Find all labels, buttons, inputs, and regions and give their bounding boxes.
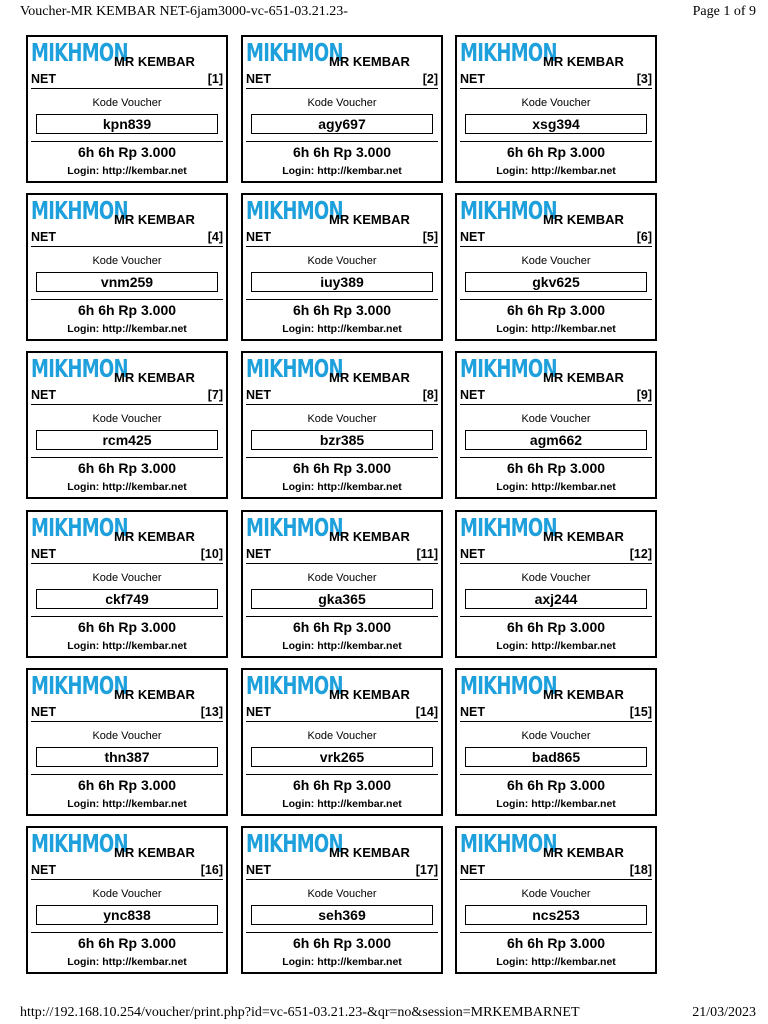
voucher-price: 6h 6h Rp 3.000 [506, 144, 606, 160]
voucher-index: [3] [636, 72, 652, 86]
voucher-login: Login: http://kembar.net [282, 323, 402, 335]
voucher-index: [12] [629, 547, 652, 561]
voucher-card [241, 668, 443, 816]
divider [460, 457, 652, 458]
voucher-org-suffix: NET [246, 547, 271, 561]
voucher-index: [1] [207, 72, 223, 86]
voucher-brand [31, 354, 128, 388]
mikhmon-logo: MIKHMON [31, 513, 128, 542]
mikhmon-logo: MIKHMON [246, 671, 343, 700]
voucher-code: agy697 [251, 114, 433, 134]
voucher-index: [15] [629, 705, 652, 719]
voucher-code-label: Kode Voucher [521, 888, 591, 900]
voucher-org-suffix: NET [460, 547, 485, 561]
divider [31, 457, 223, 458]
voucher-brand [460, 38, 557, 72]
voucher-org-name: MR KEMBAR [543, 687, 624, 702]
voucher-org-name: MR KEMBAR [114, 845, 195, 860]
divider [31, 88, 223, 89]
voucher-login: Login: http://kembar.net [282, 165, 402, 177]
voucher-code: ync838 [36, 905, 218, 925]
voucher-brand [31, 38, 128, 72]
voucher-price: 6h 6h Rp 3.000 [506, 619, 606, 635]
voucher-card [241, 826, 443, 974]
voucher-index: [6] [636, 230, 652, 244]
voucher-brand [460, 354, 557, 388]
voucher-login: Login: http://kembar.net [496, 165, 616, 177]
mikhmon-logo: MIKHMON [31, 354, 128, 383]
voucher-card [26, 826, 228, 974]
divider [460, 88, 652, 89]
voucher-price: 6h 6h Rp 3.000 [292, 302, 392, 318]
footer-url: http://192.168.10.254/voucher/print.php?id=vc-651-03.21.23-&qr=no&session=MRKEMBARNET [20, 1005, 580, 1020]
voucher-brand [460, 671, 557, 705]
voucher-org-suffix: NET [246, 863, 271, 877]
voucher-org-suffix: NET [460, 388, 485, 402]
voucher-card [455, 351, 657, 499]
voucher-login: Login: http://kembar.net [496, 323, 616, 335]
voucher-code: bad865 [465, 747, 647, 767]
voucher-brand [246, 513, 343, 547]
voucher-brand [246, 38, 343, 72]
voucher-org-suffix: NET [31, 72, 56, 86]
voucher-price: 6h 6h Rp 3.000 [77, 935, 177, 951]
mikhmon-logo: MIKHMON [460, 513, 557, 542]
voucher-index: [11] [416, 547, 438, 561]
voucher-org-name: MR KEMBAR [329, 54, 410, 69]
voucher-price: 6h 6h Rp 3.000 [77, 144, 177, 160]
divider [246, 616, 438, 617]
voucher-org-suffix: NET [246, 72, 271, 86]
mikhmon-logo: MIKHMON [460, 38, 557, 67]
voucher-brand [460, 513, 557, 547]
mikhmon-logo: MIKHMON [31, 196, 128, 225]
voucher-org-name: MR KEMBAR [114, 370, 195, 385]
voucher-code: xsg394 [465, 114, 647, 134]
voucher-code-label: Kode Voucher [307, 888, 377, 900]
voucher-index: [18] [629, 863, 652, 877]
divider [31, 141, 223, 142]
divider [460, 246, 652, 247]
voucher-price: 6h 6h Rp 3.000 [292, 460, 392, 476]
voucher-login: Login: http://kembar.net [282, 640, 402, 652]
voucher-login: Login: http://kembar.net [67, 640, 187, 652]
voucher-code: gkv625 [465, 272, 647, 292]
divider [31, 246, 223, 247]
divider [460, 774, 652, 775]
voucher-org-name: MR KEMBAR [543, 370, 624, 385]
voucher-org-name: MR KEMBAR [329, 845, 410, 860]
voucher-card [26, 35, 228, 183]
mikhmon-logo: MIKHMON [31, 829, 128, 858]
voucher-login: Login: http://kembar.net [67, 165, 187, 177]
divider [246, 774, 438, 775]
voucher-brand [31, 513, 128, 547]
voucher-card [26, 351, 228, 499]
divider [31, 721, 223, 722]
voucher-login: Login: http://kembar.net [282, 798, 402, 810]
voucher-code: seh369 [251, 905, 433, 925]
divider [246, 404, 438, 405]
voucher-code: thn387 [36, 747, 218, 767]
voucher-price: 6h 6h Rp 3.000 [77, 619, 177, 635]
mikhmon-logo: MIKHMON [246, 196, 343, 225]
voucher-card [455, 826, 657, 974]
divider [246, 141, 438, 142]
divider [31, 879, 223, 880]
divider [246, 879, 438, 880]
voucher-org-name: MR KEMBAR [329, 529, 410, 544]
voucher-login: Login: http://kembar.net [67, 323, 187, 335]
divider [460, 404, 652, 405]
voucher-brand [31, 829, 128, 863]
divider [246, 932, 438, 933]
voucher-index: [7] [207, 388, 223, 402]
divider [460, 616, 652, 617]
voucher-card [455, 193, 657, 341]
voucher-index: [4] [207, 230, 223, 244]
voucher-org-name: MR KEMBAR [543, 845, 624, 860]
mikhmon-logo: MIKHMON [246, 354, 343, 383]
voucher-code: iuy389 [251, 272, 433, 292]
voucher-code-label: Kode Voucher [92, 255, 162, 267]
voucher-code: gka365 [251, 589, 433, 609]
voucher-price: 6h 6h Rp 3.000 [292, 777, 392, 793]
divider [246, 299, 438, 300]
voucher-card [455, 35, 657, 183]
voucher-code-label: Kode Voucher [92, 888, 162, 900]
voucher-org-suffix: NET [246, 705, 271, 719]
voucher-org-suffix: NET [31, 547, 56, 561]
voucher-org-suffix: NET [460, 705, 485, 719]
voucher-brand [246, 354, 343, 388]
voucher-code-label: Kode Voucher [307, 255, 377, 267]
voucher-card [26, 510, 228, 658]
mikhmon-logo: MIKHMON [460, 354, 557, 383]
voucher-index: [2] [422, 72, 438, 86]
voucher-index: [9] [636, 388, 652, 402]
voucher-card [241, 510, 443, 658]
voucher-login: Login: http://kembar.net [496, 640, 616, 652]
voucher-brand [31, 671, 128, 705]
voucher-org-name: MR KEMBAR [114, 687, 195, 702]
voucher-brand [31, 196, 128, 230]
voucher-org-name: MR KEMBAR [543, 212, 624, 227]
divider [31, 774, 223, 775]
mikhmon-logo: MIKHMON [246, 38, 343, 67]
voucher-login: Login: http://kembar.net [496, 481, 616, 493]
divider [460, 563, 652, 564]
divider [31, 563, 223, 564]
voucher-org-name: MR KEMBAR [114, 212, 195, 227]
voucher-index: [5] [422, 230, 438, 244]
voucher-index: [10] [200, 547, 223, 561]
voucher-org-suffix: NET [246, 230, 271, 244]
voucher-brand [246, 196, 343, 230]
footer-date: 21/03/2023 [692, 1005, 756, 1020]
voucher-code-label: Kode Voucher [92, 97, 162, 109]
voucher-org-name: MR KEMBAR [543, 529, 624, 544]
voucher-org-name: MR KEMBAR [114, 54, 195, 69]
voucher-code-label: Kode Voucher [307, 413, 377, 425]
voucher-org-name: MR KEMBAR [114, 529, 195, 544]
document-title: Voucher-MR KEMBAR NET-6jam3000-vc-651-03.21.23- [20, 4, 348, 19]
divider [31, 404, 223, 405]
voucher-org-name: MR KEMBAR [329, 212, 410, 227]
mikhmon-logo: MIKHMON [246, 513, 343, 542]
voucher-price: 6h 6h Rp 3.000 [506, 935, 606, 951]
mikhmon-logo: MIKHMON [460, 829, 557, 858]
divider [31, 616, 223, 617]
divider [460, 299, 652, 300]
mikhmon-logo: MIKHMON [246, 829, 343, 858]
voucher-price: 6h 6h Rp 3.000 [292, 935, 392, 951]
voucher-code: vnm259 [36, 272, 218, 292]
divider [460, 721, 652, 722]
voucher-price: 6h 6h Rp 3.000 [506, 302, 606, 318]
voucher-code-label: Kode Voucher [307, 572, 377, 584]
divider [246, 457, 438, 458]
voucher-org-name: MR KEMBAR [543, 54, 624, 69]
voucher-index: [14] [415, 705, 438, 719]
voucher-index: [17] [415, 863, 438, 877]
voucher-card [26, 668, 228, 816]
voucher-code: ckf749 [36, 589, 218, 609]
divider [460, 141, 652, 142]
voucher-org-suffix: NET [460, 863, 485, 877]
voucher-index: [16] [200, 863, 223, 877]
voucher-code-label: Kode Voucher [92, 572, 162, 584]
voucher-card [241, 351, 443, 499]
voucher-org-suffix: NET [31, 705, 56, 719]
voucher-code-label: Kode Voucher [521, 572, 591, 584]
voucher-login: Login: http://kembar.net [67, 481, 187, 493]
voucher-org-suffix: NET [246, 388, 271, 402]
voucher-brand [246, 671, 343, 705]
mikhmon-logo: MIKHMON [460, 671, 557, 700]
voucher-index: [8] [422, 388, 438, 402]
voucher-code-label: Kode Voucher [92, 730, 162, 742]
voucher-price: 6h 6h Rp 3.000 [506, 777, 606, 793]
voucher-login: Login: http://kembar.net [496, 956, 616, 968]
voucher-org-name: MR KEMBAR [329, 370, 410, 385]
divider [31, 299, 223, 300]
page-number: Page 1 of 9 [692, 4, 756, 19]
divider [246, 563, 438, 564]
voucher-price: 6h 6h Rp 3.000 [292, 144, 392, 160]
voucher-code-label: Kode Voucher [521, 730, 591, 742]
voucher-login: Login: http://kembar.net [67, 956, 187, 968]
divider [460, 932, 652, 933]
voucher-org-suffix: NET [31, 230, 56, 244]
voucher-login: Login: http://kembar.net [496, 798, 616, 810]
voucher-card [455, 668, 657, 816]
voucher-code-label: Kode Voucher [521, 255, 591, 267]
voucher-code: axj244 [465, 589, 647, 609]
voucher-code-label: Kode Voucher [521, 413, 591, 425]
mikhmon-logo: MIKHMON [31, 671, 128, 700]
voucher-card [241, 193, 443, 341]
voucher-code-label: Kode Voucher [307, 97, 377, 109]
mikhmon-logo: MIKHMON [31, 38, 128, 67]
voucher-brand [460, 829, 557, 863]
voucher-card [241, 35, 443, 183]
voucher-code: bzr385 [251, 430, 433, 450]
voucher-price: 6h 6h Rp 3.000 [77, 302, 177, 318]
voucher-brand [246, 829, 343, 863]
voucher-org-suffix: NET [31, 863, 56, 877]
voucher-org-suffix: NET [460, 230, 485, 244]
voucher-org-name: MR KEMBAR [329, 687, 410, 702]
voucher-price: 6h 6h Rp 3.000 [292, 619, 392, 635]
voucher-code: ncs253 [465, 905, 647, 925]
voucher-code: agm662 [465, 430, 647, 450]
voucher-card [26, 193, 228, 341]
voucher-code-label: Kode Voucher [521, 97, 591, 109]
voucher-login: Login: http://kembar.net [67, 798, 187, 810]
voucher-card [455, 510, 657, 658]
voucher-org-suffix: NET [460, 72, 485, 86]
voucher-index: [13] [200, 705, 223, 719]
voucher-price: 6h 6h Rp 3.000 [506, 460, 606, 476]
voucher-brand [460, 196, 557, 230]
voucher-code: kpn839 [36, 114, 218, 134]
mikhmon-logo: MIKHMON [460, 196, 557, 225]
divider [460, 879, 652, 880]
voucher-price: 6h 6h Rp 3.000 [77, 777, 177, 793]
voucher-code-label: Kode Voucher [92, 413, 162, 425]
voucher-org-suffix: NET [31, 388, 56, 402]
voucher-price: 6h 6h Rp 3.000 [77, 460, 177, 476]
divider [31, 932, 223, 933]
voucher-code-label: Kode Voucher [307, 730, 377, 742]
divider [246, 721, 438, 722]
divider [246, 246, 438, 247]
divider [246, 88, 438, 89]
voucher-code: rcm425 [36, 430, 218, 450]
voucher-login: Login: http://kembar.net [282, 481, 402, 493]
voucher-login: Login: http://kembar.net [282, 956, 402, 968]
voucher-code: vrk265 [251, 747, 433, 767]
